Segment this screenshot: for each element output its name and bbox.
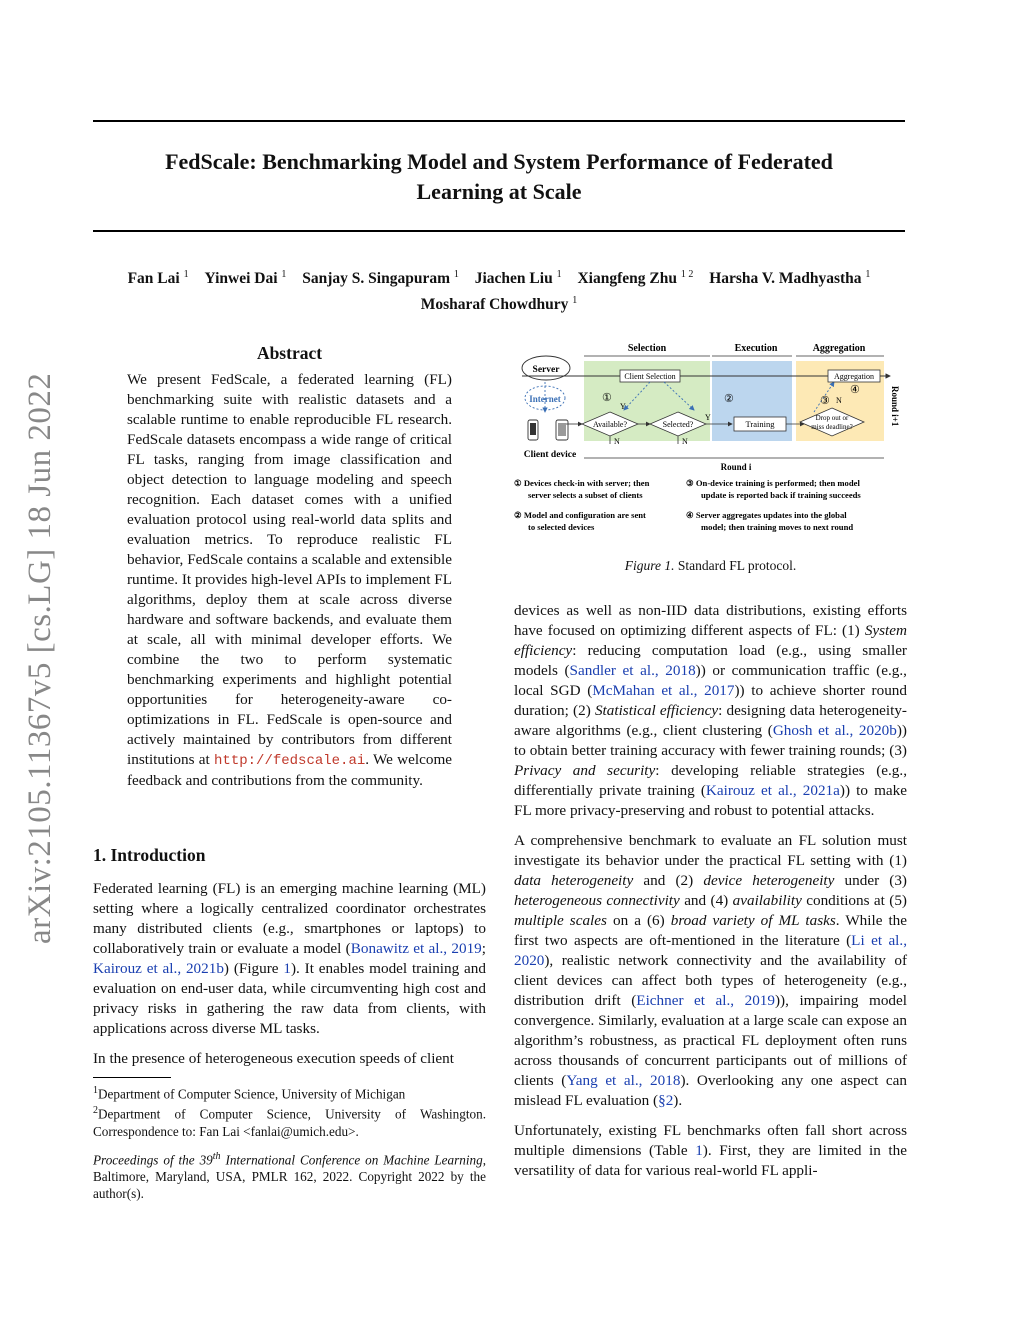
paper-title: [93, 147, 905, 207]
aggregation-label: Aggregation: [834, 372, 874, 381]
author: Fan Lai $^1$: [127, 269, 189, 288]
dropout-label-1: Drop out or: [815, 414, 849, 422]
citation-link[interactable]: Kairouz et al., 2021a: [705, 782, 840, 799]
legend-1a: ① Devices check-in with server; then: [514, 478, 650, 488]
footnote-2: $^2$Department of Computer Science, University of Washington. Correspondence to: Fan Lai <fanlai@umich.edu>.: [93, 1105, 486, 1139]
phase-label-selection: Selection: [627, 343, 667, 354]
section-heading-introduction: 1. Introduction: [93, 845, 206, 865]
figure-caption: Figure 1. Standard FL protocol.: [624, 558, 797, 573]
phase-label-execution: Execution: [734, 343, 778, 354]
no-label: N: [614, 437, 620, 446]
figure-ref-link[interactable]: 1: [283, 960, 291, 977]
author: Mosharaf Chowdhury $^1$: [420, 295, 578, 314]
author: Sanjay S. Singapuram $^1$: [302, 269, 459, 288]
step-3-marker: ③: [820, 395, 830, 407]
legend-4a: ④ Server aggregates updates into the global: [686, 510, 847, 520]
phone-screen-icon: [530, 423, 536, 435]
selected-label: Selected?: [662, 420, 694, 429]
author: Yinwei Dai $^1$: [204, 269, 287, 288]
intro-paragraph-1: Federated learning (FL) is an emerging machine learning (ML) setting where a logically centralized coordinator orchestrates many distributed clients (e.g., smartphones or laptops) to collaboratively train or evaluate a model (Bonawitz et al., 2019; Kairouz et al., 2021b) (Figure 1). It enables model training and evaluation on end-user data, while circumventing high cost and privacy risks in gathering the raw data from clients, with applications across diverse ML tasks.: [93, 880, 486, 1037]
footnote-rule: [93, 1077, 171, 1078]
intro-paragraph-2: In the presence of heterogeneous execution speeds of client: [93, 1050, 454, 1067]
legend-2b: to selected devices: [528, 522, 595, 532]
legend-1b: server selects a subset of clients: [528, 490, 643, 500]
project-url-link[interactable]: http://fedscale.ai: [214, 753, 366, 769]
abstract-heading: Abstract: [256, 343, 323, 363]
yes-label: Y: [620, 402, 626, 411]
figure-legend: [514, 478, 861, 532]
citation-link[interactable]: Kairouz et al., 2021b: [93, 960, 224, 977]
no-label: N: [682, 437, 688, 446]
right-paragraph-3: Unfortunately, existing FL benchmarks often fall short across multiple dimensions (Table 1). First, they are limited in the versatility of data for various real-world FL appli-: [514, 1122, 907, 1179]
training-label: Training: [745, 419, 775, 429]
citation-link[interactable]: Eichner et al., 2019: [636, 992, 775, 1009]
legend-3b: update is reported back if training succeeds: [701, 490, 861, 500]
author: Xiangfeng Zhu $^{1 2}$: [577, 269, 694, 288]
section-ref-link[interactable]: §2: [658, 1092, 674, 1109]
intro-body: [93, 879, 486, 1079]
citation-link[interactable]: Ghosh et al., 2020b: [772, 722, 897, 739]
yes-label: Y: [705, 413, 711, 422]
citation-link[interactable]: Yang et al., 2018: [566, 1072, 681, 1089]
phase-label-aggregation: Aggregation: [812, 343, 866, 354]
legend-3a: ③ On-device training is performed; then model: [686, 478, 860, 488]
citation-link[interactable]: Bonawitz et al., 2019: [350, 940, 482, 957]
footnotes: [93, 1082, 486, 1140]
legend-4b: model; then training moves to next round: [701, 522, 854, 532]
citation-link[interactable]: Li et al., 2020: [514, 932, 907, 969]
legend-2a: ② Model and configuration are sent: [514, 510, 646, 520]
internet-label: Internet: [529, 394, 561, 404]
title-rule-top: [93, 120, 905, 122]
table-ref-link[interactable]: 1: [695, 1142, 703, 1159]
server-label: Server: [532, 365, 560, 375]
right-paragraph-2: A comprehensive benchmark to evaluate an FL solution must investigate its behavior under the practical FL setting with (1) data heterogeneity and (2) device heterogeneity under (3) heterogeneous connectivity and (4) availability conditions at (5) multiple scales on a (6) broad variety of ML tasks. While the first two aspects are oft-mentioned in the literature (Li et al., 2020), realistic network connectivity and the availability of client devices can affect both types of heterogeneity (e.g., distribution drift (Eichner et al., 2019)), impairing model convergence. Similarly, evaluation at a large scale can expose an algorithm’s robustness, as practical FL deployment often runs across thousands of concurrent participants out of millions of clients (Yang et al., 2018). Overlooking any one aspect can mislead FL evaluation (§2).: [514, 832, 908, 1109]
citation-link[interactable]: Sandler et al., 2018: [569, 662, 696, 679]
author-list: [93, 264, 905, 316]
arxiv-stamp: arXiv:2105.11367v5 [cs.LG] 18 Jun 2022: [22, 372, 58, 944]
title-rule-bottom: [93, 230, 905, 232]
client-device-label: Client device: [523, 450, 577, 460]
proceedings-note: Proceedings of the 39th International Conference on Machine Learning, Baltimore, Maryland, USA, PMLR 162, 2022. Copyright 2022 by the author(s).: [93, 1151, 486, 1202]
right-column-body: [514, 601, 907, 1191]
figure-fl-protocol: [514, 340, 907, 540]
step-4-marker: ④: [850, 384, 860, 396]
abstract-body: We present FedScale, a federated learning (FL) benchmarking suite with realistic datasets and a scalable runtime to enable reproducible FL research. FedScale datasets encompass a wide range of critical FL tasks, ranging from image classification and object detection to language modeling and speech recognition. Each dataset comes with a unified evaluation protocol using real-world data splits and evaluation metrics. To reproduce realistic FL behavior, FedScale contains a scalable and extensible runtime. It provides high-level APIs to implement FL algorithms, deploy them at scale across diverse hardware and software backends, and evaluate them at scale, all with minimal developer efforts. We combine the two to perform systematic benchmarking experiments and highlight potential opportunities for heterogeneity-aware co-optimizations in FL. FedScale is open-source and actively maintained by contributors from different institutions at http://fedscale.ai. We welcome feedback and contributions from the community.: [127, 371, 453, 789]
author: Jiachen Liu $^1$: [474, 269, 562, 288]
tablet-screen-icon: [558, 423, 566, 436]
available-label: Available?: [592, 420, 628, 429]
no-label: N: [836, 396, 842, 405]
citation-link[interactable]: McMahan et al., 2017: [592, 682, 735, 699]
title-line-2: Learning at Scale: [416, 179, 582, 204]
client-selection-label: Client Selection: [624, 372, 676, 381]
step-1-marker: ①: [602, 392, 612, 404]
round-i-label: Round i: [720, 462, 752, 472]
step-2-marker: ②: [724, 393, 734, 405]
right-paragraph-1: devices as well as non-IID data distributions, existing efforts have focused on optimizing different aspects of FL: (1) System efficiency: reducing computation load (e.g., using smaller models (Sandler et al., 2018)) or communication traffic (e.g., local SGD (McMahan et al., 2017)) to achieve shorter round duration; (2) Statistical efficiency: designing data heterogeneity-aware algorithms (e.g., client clustering (Ghosh et al., 2020b)) to obtain better training accuracy with fewer training rounds; (3) Privacy and security: developing reliable strategies (e.g., differentially private training (Kairouz et al., 2021a)) to make FL more privacy-preserving and robust to potential attacks.: [514, 602, 907, 819]
dropout-label-2: miss deadline?: [811, 423, 853, 431]
author: Harsha V. Madhyastha $^1$: [709, 269, 871, 288]
round-next-label: Round i+1: [890, 386, 900, 427]
footnote-1: $^1$Department of Computer Science, University of Michigan: [93, 1085, 406, 1102]
title-line-1: FedScale: Benchmarking Model and System Performance of Federated: [165, 149, 833, 174]
